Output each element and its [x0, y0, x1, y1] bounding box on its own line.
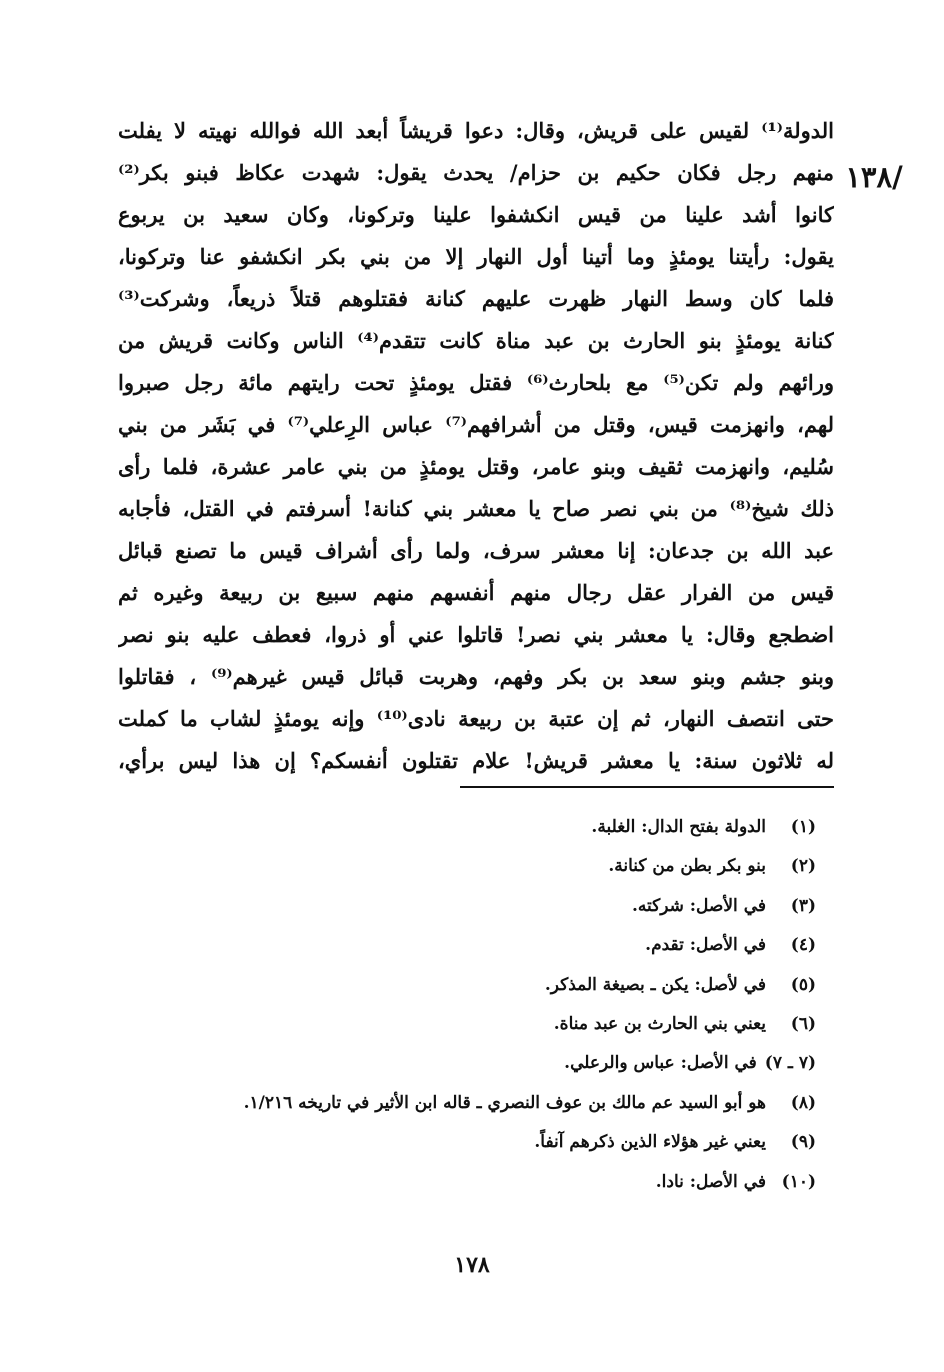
- footnote-divider: [460, 786, 834, 788]
- footnote: [116, 966, 816, 1005]
- text-line: فلما كان وسط النهار ظهرت عليهم كنانة فقتلوهم قتلاً ذريعاً، وشركت⁽³⁾: [118, 286, 834, 311]
- footnote: [116, 887, 816, 926]
- footnote: [116, 847, 816, 886]
- footnote-number: (١): [790, 817, 816, 837]
- footnote: [116, 926, 816, 965]
- footnote: [116, 808, 816, 847]
- text-line: له ثلاثون سنة: يا معشر قريش! علام تقتلون أنفسكم؟ إن هذا ليس برأي،: [118, 748, 834, 773]
- footnote: [116, 1123, 816, 1162]
- text-line: يقول: رأيتنا يومئذٍ وما أتينا أول النهار إلا من بني بكر انكشفو عنا وتركونا،: [118, 244, 834, 269]
- text-line: وبنو جشم وبنو سعد بن بكر وفهم، وهربت قبائل قيس غيرهم⁽⁹⁾ ، فقاتلوا: [118, 664, 834, 689]
- page-number: ١٧٨: [454, 1252, 490, 1278]
- text-line: ذلك شيخ⁽⁸⁾ من بني نصر صاح يا معشر بني كنانة! أسرفتم في القتل، فأجابه: [118, 496, 834, 521]
- footnote: [116, 1005, 816, 1044]
- text-line: ورائهم ولم تكن⁽⁵⁾ مع بلحارث⁽⁶⁾ فقتل يومئذٍ تحت رايتهم مائة رجل صبروا: [118, 370, 834, 395]
- footnote-number: (٣): [790, 895, 816, 916]
- footnote-text: الدولة بفتح الدال: الغلبة.: [591, 817, 766, 837]
- footnote-number: (٩): [790, 1132, 816, 1153]
- footnote-text: بنو بكر بطن من كنانة.: [608, 856, 766, 877]
- footnote-number: (٧ ـ ٧): [764, 1053, 816, 1074]
- footnote-text: في الأصل: عباس والرعلي.: [564, 1053, 757, 1074]
- footnote: [116, 1044, 816, 1083]
- footnote-number: (٤): [790, 935, 816, 956]
- text-line: الدولة⁽¹⁾ لقيس على قريش، وقال: دعوا قريشاً أبعد الله فوالله نهيته لا يفلت: [118, 118, 834, 143]
- footnote-text: هو أبو السيد عم مالك بن عوف النصري ـ قاله ابن الأثير في تاريخه ١/٢١٦.: [243, 1092, 766, 1113]
- footnote-number: (٨): [790, 1092, 816, 1113]
- main-text: [118, 110, 834, 782]
- text-line: سُليم، وانهزمت ثقيف وبنو عامر، وقتل يومئذٍ من بني عامر عشرة، فلما رأى: [118, 454, 834, 479]
- footnote-number: (١٠): [781, 1171, 816, 1192]
- text-line: عبد الله بن جدعان: إنا معشر سرف، ولما رأى أشراف قيس ما تصنع قبائل: [118, 538, 834, 563]
- footnote: [116, 1084, 816, 1123]
- margin-page-reference: /١٣٨: [845, 160, 903, 194]
- footnote-number: (٢): [790, 856, 816, 877]
- text-line: حتى انتصف النهار، ثم إن عتبة بن ربيعة نادى⁽¹⁰⁾ وإنه يومئذٍ لشاب ما كملت: [118, 706, 834, 731]
- text-line: كنانة يومئذٍ بنو الحارث بن عبد مناة كانت تتقدم⁽⁴⁾ الناس وكانت قريش من: [118, 328, 834, 353]
- footnote-text: يعني غير هؤلاء الذين ذكرهم آنفاً.: [534, 1132, 766, 1153]
- footnote-text: في الأصل: نادا.: [655, 1171, 766, 1192]
- text-line: منهم رجل فكان حكيم بن حزام/ يحدث يقول: شهدت عكاظ فبنو بكر⁽²⁾: [118, 160, 834, 185]
- text-line: اضطجع وقال: يا معشر بني نصر! قاتلوا عني أو ذروا، فعطف عليه بنو نصر: [118, 622, 834, 647]
- footnote-number: (٦): [790, 1013, 816, 1034]
- footnote: [116, 1163, 816, 1202]
- text-line: لهم، وانهزمت قيس، وقتل من أشرافهم⁽⁷⁾ عباس الرِعلي⁽⁷⁾ في بَشَر من بني: [118, 412, 834, 437]
- footnotes: [116, 808, 816, 1202]
- footnote-text: في لأصل: يكن ـ بصيغة المذكر.: [544, 974, 766, 995]
- text-line: كانوا أشد علينا من قيس انكشفوا علينا وتركونا، وكان سعيد بن يربوع: [118, 202, 834, 227]
- text-line: قيس من الفرار عقل رجال منهم أنفسهم منهم سبيع بن ربيعة وغيره ثم: [118, 580, 834, 605]
- footnote-number: (٥): [790, 974, 816, 995]
- footnote-text: في الأصل: تقدم.: [645, 935, 766, 956]
- footnote-text: يعني بني الحارث بن عبد مناة.: [553, 1013, 766, 1034]
- footnote-text: في الأصل: شركته.: [631, 895, 766, 916]
